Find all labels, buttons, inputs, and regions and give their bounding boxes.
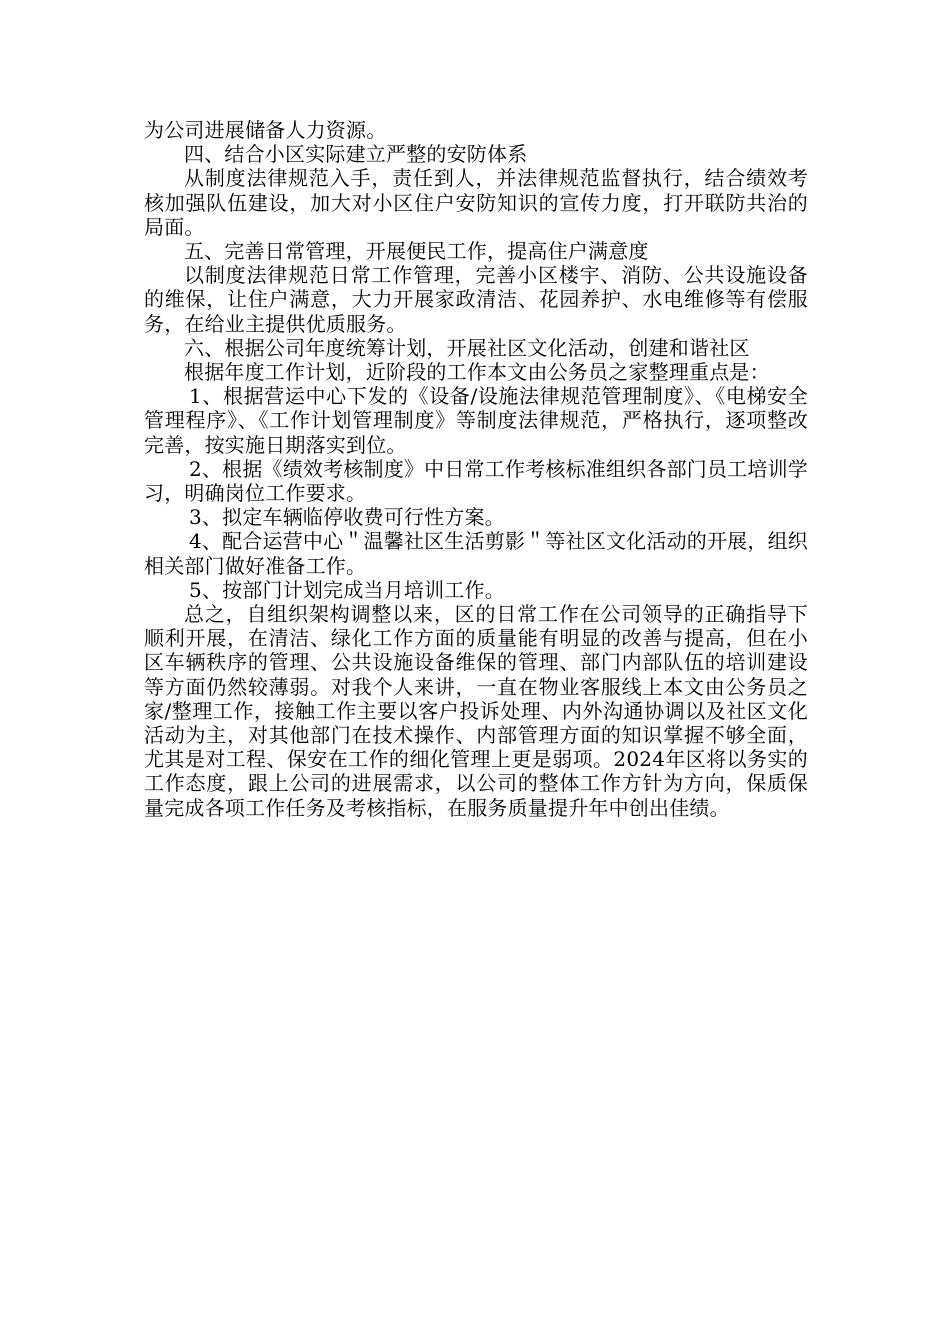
paragraph: 根据年度工作计划，近阶段的工作本文由公务员之家整理重点是： — [184, 360, 770, 385]
paragraph: 为公司进展储备人力资源。 — [144, 118, 387, 142]
paragraph: 以制度法律规范日常工作管理，完善小区楼宇、消防、公共设施设备的维保，让住户满意，大力开展家政清洁、花园养护、水电维修等有偿服务，在给业主提供优质服务。 — [144, 263, 808, 336]
list-item: 1、根据营运中心下发的《设备/设施法律规范管理制度》、《电梯安全管理程序》、《工作计划管理制度》等制度法律规范，严格执行，逐项整改完善，按实施日期落实到位。 — [144, 384, 808, 457]
section-heading: 五、完善日常管理，开展便民工作，提高住户满意度 — [184, 239, 649, 264]
list-item: 4、配合运营中心＂温馨社区生活剪影＂等社区文化活动的开展，组织相关部门做好准备工作。 — [144, 529, 808, 578]
summary-paragraph: 总之，自组织架构调整以来，区的日常工作在公司领导的正确指导下顺利开展，在清洁、绿化工作方面的质量能有明显的改善与提高，但在小区车辆秩序的管理、公共设施设备维保的管理、部门内部队伍的培训建设等方面仍然较薄弱。对我个人来讲，一直在物业客服线上本文由公务员之家/整理工作，接触工作主要以客户投诉处理、内外沟通协调以及社区文化活动为主，对其他部门在技术操作、内部管理方面的知识掌握不够全面，尤其是对工程、保安在工作的细化管理上更是弱项。2024年区将以务实的工作态度，跟上公司的进展需求，以公司的整体工作方针为方向，保质保量完成各项工作任务及考核指标，在服务质量提升年中创出佳绩。 — [144, 602, 808, 820]
section-heading: 六、根据公司年度统筹计划，开展社区文化活动，创建和谐社区 — [184, 335, 750, 360]
section-heading: 四、结合小区实际建立严整的安防体系 — [184, 142, 528, 167]
paragraph: 从制度法律规范入手，责任到人，并法律规范监督执行，结合绩效考核加强队伍建设，加大对小区住户安防知识的宣传力度，打开联防共治的局面。 — [144, 166, 808, 239]
document-body — [144, 118, 808, 820]
list-item: 3、拟定车辆临停收费可行性方案。 — [189, 505, 505, 530]
list-item: 5、按部门计划完成当月培训工作。 — [189, 577, 505, 602]
list-item: 2、根据《绩效考核制度》中日常工作考核标准组织各部门员工培训学习，明确岗位工作要求。 — [144, 456, 808, 506]
